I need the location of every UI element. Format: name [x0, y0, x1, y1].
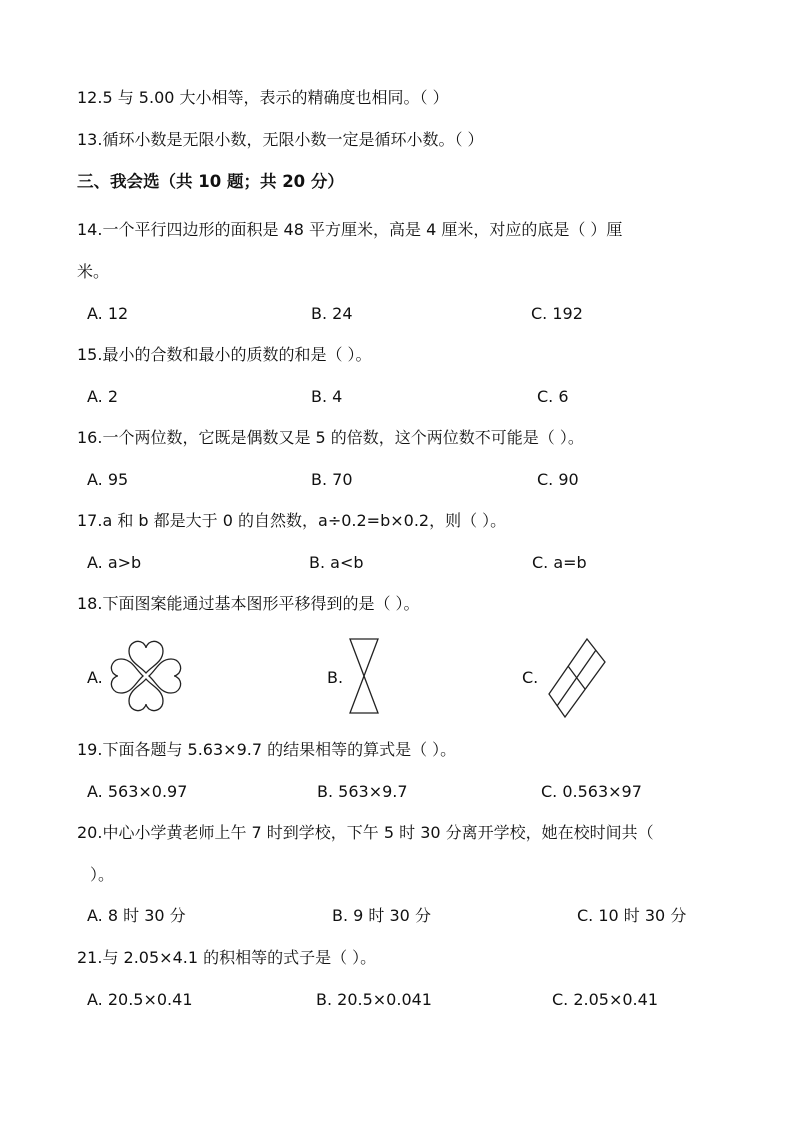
q15-option-b[interactable]: B. 4 — [311, 387, 343, 406]
hourglass-triangles-icon — [346, 636, 382, 716]
q17-option-b[interactable]: B. a<b — [309, 553, 364, 572]
q20-option-c[interactable]: C. 10 时 30 分 — [577, 906, 687, 925]
parallelogram-grid-icon — [545, 636, 609, 720]
question-14-line1: 14.一个平行四边形的面积是 48 平方厘米，高是 4 厘米，对应的底是（ ）厘 — [77, 220, 623, 239]
q16-option-a[interactable]: A. 95 — [87, 470, 129, 489]
question-16: 16.一个两位数，它既是偶数又是 5 的倍数，这个两位数不可能是（ ）。 — [77, 428, 584, 447]
q16-option-c[interactable]: C. 90 — [537, 470, 579, 489]
q17-option-a[interactable]: A. a>b — [87, 553, 142, 572]
q21-option-b[interactable]: B. 20.5×0.041 — [316, 990, 432, 1009]
q19-option-a[interactable]: A. 563×0.97 — [87, 782, 188, 801]
question-19: 19.下面各题与 5.63×9.7 的结果相等的算式是（ ）。 — [77, 740, 457, 759]
question-20-line1: 20.中心小学黄老师上午 7 时到学校，下午 5 时 30 分离开学校，她在校时间共（ — [77, 823, 654, 842]
question-20-line2: ）。 — [90, 865, 115, 884]
question-13: 13.循环小数是无限小数，无限小数一定是循环小数。（ ） — [77, 130, 484, 149]
q21-option-c[interactable]: C. 2.05×0.41 — [552, 990, 658, 1009]
q18-option-a[interactable]: A. — [87, 668, 103, 687]
question-21: 21.与 2.05×4.1 的积相等的式子是（ ）。 — [77, 948, 377, 967]
question-14-line2: 米。 — [77, 262, 110, 281]
q17-option-c[interactable]: C. a=b — [532, 553, 587, 572]
question-18: 18.下面图案能通过基本图形平移得到的是（ ）。 — [77, 594, 420, 613]
q14-option-a[interactable]: A. 12 — [87, 304, 129, 323]
q16-option-b[interactable]: B. 70 — [311, 470, 353, 489]
q14-option-c[interactable]: C. 192 — [531, 304, 583, 323]
q14-option-b[interactable]: B. 24 — [311, 304, 353, 323]
q15-option-c[interactable]: C. 6 — [537, 387, 569, 406]
question-15: 15.最小的合数和最小的质数的和是（ ）。 — [77, 345, 372, 364]
q19-option-b[interactable]: B. 563×9.7 — [317, 782, 408, 801]
question-12: 12.5 与 5.00 大小相等，表示的精确度也相同。（ ） — [77, 88, 449, 107]
q18-option-b[interactable]: B. — [327, 668, 344, 687]
q19-option-c[interactable]: C. 0.563×97 — [541, 782, 642, 801]
q20-option-b[interactable]: B. 9 时 30 分 — [332, 906, 431, 925]
q20-option-a[interactable]: A. 8 时 30 分 — [87, 906, 186, 925]
question-17: 17.a 和 b 都是大于 0 的自然数，a÷0.2=b×0.2，则（ ）。 — [77, 511, 507, 530]
q21-option-a[interactable]: A. 20.5×0.41 — [87, 990, 193, 1009]
q18-option-c[interactable]: C. — [522, 668, 539, 687]
q15-option-a[interactable]: A. 2 — [87, 387, 119, 406]
four-heart-clover-icon — [106, 636, 186, 716]
section-title: 三、我会选（共 10 题；共 20 分） — [77, 172, 344, 191]
